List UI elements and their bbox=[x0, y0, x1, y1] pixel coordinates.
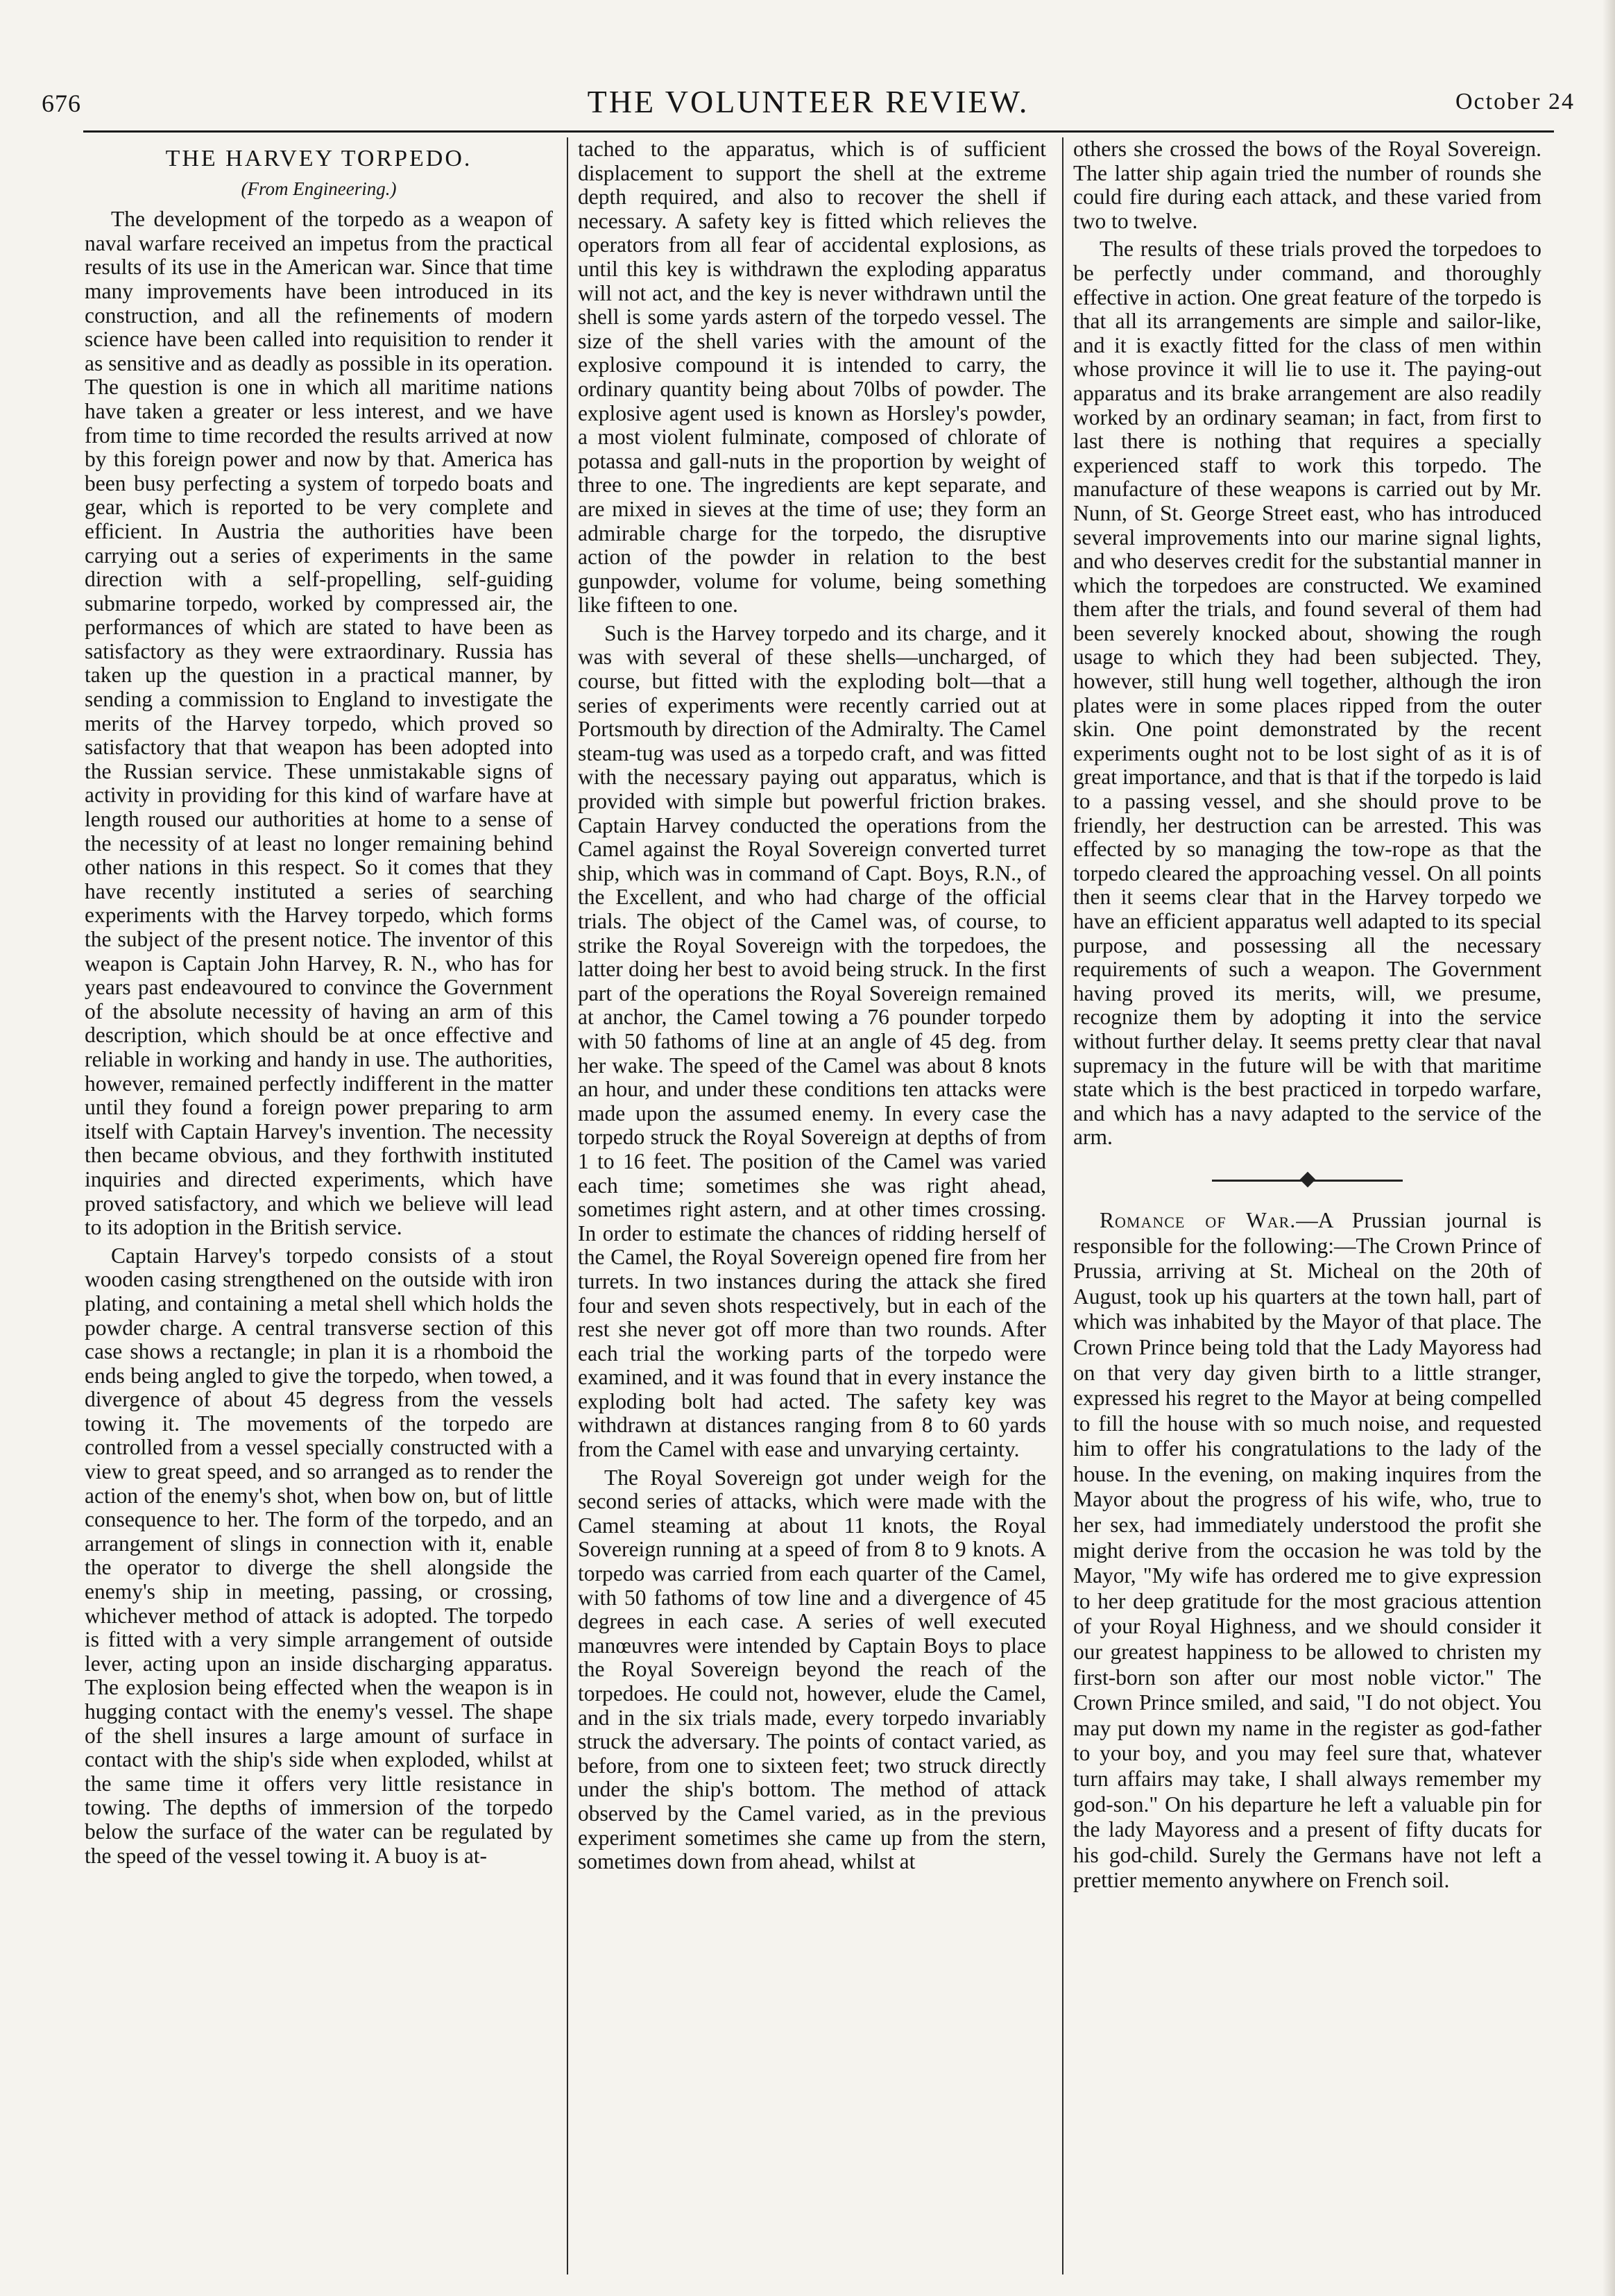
romance-heading: Romance of War. bbox=[1100, 1207, 1297, 1232]
publication-title: THE VOLUNTEER REVIEW. bbox=[587, 84, 1029, 119]
paragraph: Captain Harvey's torpedo consists of a stout wooden casing strengthened on the outside with iron plating, and containing a metal shell which holds the powder charge. A central transverse section of this case shows a rectangle; in plan it is a rhomboid the ends being angled to give the torpedo, when towed, a divergence of about 45 degress from the vessels towing it. The movements of the torpedo are controlled from a vessel specially constructed with a view to great speed, and so arranged as to render the action of the enemy's shot, when bow on, but of little consequence to her. The form of the torpedo, and an arrangement of slings in connection with it, enable the operator to diverge the shell alongside the enemy's ship in meeting, passing, or crossing, whichever method of attack is adopted. The torpedo is fitted with a very simple arrangement of outside lever, acting upon an inside discharging apparatus. The explosion being effected when the weapon is in hugging contact with the enemy's vessel. The shape of the shell insures a large amount of surface in contact with the ship's side when exploded, whilst at the same time it offers very little resistance in towing. The depths of immersion of the torpedo below the surface of the water can be regulated by the speed of the vessel towing it. A buoy is at- bbox=[85, 1243, 553, 1868]
article-title: THE HARVEY TORPEDO. bbox=[165, 146, 472, 171]
column-divider bbox=[567, 137, 568, 2274]
article-separator bbox=[1073, 1173, 1541, 1187]
separator-ornament bbox=[1299, 1172, 1315, 1188]
column-3 bbox=[1073, 137, 1541, 2268]
column-2 bbox=[578, 137, 1046, 2268]
paragraph: others she crossed the bows of the Royal Sovereign. The latter ship again tried the number of rounds she could fire during each attack, and these varied from two to twelve. bbox=[1073, 137, 1541, 233]
article-source: (From Engineering.) bbox=[241, 178, 397, 199]
paragraph: The results of these trials proved the torpedoes to be perfectly under command, and thoroughly effective in action. One great feature of the torpedo is that all its arrangements are simple and sailor-like, and it is exactly fitted for the class of men within whose province it will lie to use it. The paying-out apparatus and its brake arrangement are also readily worked by an ordinary seaman; in fact, from first to last there is nothing that requires a specially experienced staff to work this torpedo. The manufacture of these weapons is carried out by Mr. Nunn, of St. George Street east, who has introduced several improvements into our marine signal lights, and who deserves credit for the substantial manner in which the torpedoes are constructed. We examined them after the trials, and found several of them had been severely knocked about, showing the rough usage to which they had been subjected. They, however, still hung well together, although the iron plates were in some places ripped from the outer skin. One point demonstrated by the recent experiments ought not to be lost sight of as it is of great importance, and that is that if the torpedo is laid to a passing vessel, and she should prove to be friendly, her destruction can be arrested. This was effected by so managing the tow-rope as that the torpedo cleared the approaching vessel. On all points then it seems clear that in the Harvey torpedo we have an efficient apparatus well adapted to its special purpose, and possessing all the necessary requirements of such a weapon. The Government having proved its merits, will, we presume, recognize them by adopting it into the service without further delay. It seems pretty clear that naval supremacy in the future will be with that maritime state which is the best practiced in torpedo warfare, and which has a navy adapted to the service of the arm. bbox=[1073, 237, 1541, 1150]
paragraph: tached to the apparatus, which is of sufficient displacement to support the shell at the extreme depth required, and also to recover the shell if necessary. A safety key is fitted which relieves the operators from all fear of accidental explosions, as until this key is withdrawn the exploding apparatus will not act, and the key is never withdrawn until the shell is some yards astern of the torpedo vessel. The size of the shell varies with the amount of the explosive compound it is intended to carry, the ordinary quantity being about 70lbs of powder. The explosive agent used is known as Horsley's powder, a most violent fulminate, composed of chlorate of potassa and gall-nuts in the proportion by weight of three to one. The ingredients are kept separate, and are mixed in sieves at the time of use; they form an admirable charge for the torpedo, the disruptive action of the powder in relation to the best gunpowder, volume for volume, being something like fifteen to one. bbox=[578, 137, 1046, 618]
romance-text: —A Prussian journal is responsible for the following:—The Crown Prince of Prussia, arriving at St. Micheal on the 20th of August, took up his quarters at the town hall, part of which was inhabited by the Mayor of that place. The Crown Prince being told that the Lady Mayoress had on that very day given birth to a little stranger, expressed his regret to the Mayor at being compelled to fill the house with so much noise, and requested him to offer his congratulations to the lady of the house. In the evening, on making inquires from the Mayor about the progress of his wife, who, true to her sex, had immediately understood the profit she might derive from the occasion he was told by the Mayor, "My wife has ordered me to give expression to her deep gratitude for the most gracious attention of your Royal Highness, and we should consider it our greatest happiness to be allowed to christen my first-born son after our most noble victor." The Crown Prince smiled, and said, "I do not object. You may put down my name in the register as god-father to your boy, and you may feel sure that, whatever turn affairs may take, I shall always remember my god-son." On his departure he left a valuable pin for the lady Mayoress and a present of fifty ducats for his god-child. Surely the Germans have not left a prettier memento anywhere on French soil. bbox=[1073, 1207, 1541, 1893]
running-head bbox=[42, 83, 1575, 125]
column-1 bbox=[85, 137, 553, 2268]
paragraph: The Royal Sovereign got under weigh for the second series of attacks, which were made with the Camel steaming at about 11 knots, the Royal Sovereign running at a speed of from 8 to 9 knots. A torpedo was carried from each quarter of the Camel, with 50 fathoms of tow line and a divergence of 45 degrees in each case. A series of well executed manœuvres were intended by Captain Boys to place the Royal Sovereign beyond the reach of the torpedoes. He could not, however, elude the Camel, and in the six trials made, every torpedo invariably struck the adversary. The points of contact varied, as before, from one to sixteen feet; two struck directly under the ship's bottom. The method of attack observed by the Camel varied, as in the previous experiment sometimes she came up from the stern, sometimes down from ahead, whilst at bbox=[578, 1465, 1046, 1874]
column-divider bbox=[1062, 137, 1063, 2274]
page-edge bbox=[1603, 0, 1615, 2296]
issue-date: October 24 bbox=[1455, 89, 1575, 114]
paragraph: The development of the torpedo as a weapon of naval warfare received an impetus from the practical results of its use in the American war. Since that time many improvements have been introduced in its construction, and all the refinements of modern science have been called into requisition to render it as sensitive and as deadly as possible in its operation. The question is one in which all maritime nations have taken a greater or less interest, and we have from time to time recorded the results arrived at now by this foreign power and now by that. America has been busy perfecting a system of torpedo boats and gear, which is reported to be very complete and efficient. In Austria the authorities have been carrying out a series of experiments in the same direction with a self-propelling, self-guiding submarine torpedo, worked by compressed air, the performances of which are stated to have been as satisfactory as they were extraordinary. Russia has taken up the question in a practical manner, by sending a commission to England to investigate the merits of the Harvey torpedo, which proved so satisfactory that that weapon has been adopted into the Russian service. These unmistakable signs of activity in providing for this kind of warfare have at length roused our authorities at home to a sense of the necessity of at least no longer remaining behind other nations in this respect. So it comes that they have recently instituted a series of searching experiments with the Harvey torpedo, which forms the subject of the present notice. The inventor of this weapon is Captain John Harvey, R. N., who has for years past endeavoured to convince the Government of the absolute necessity of having an arm of this description, which should be at once effective and reliable in working and handy in use. The authorities, however, remained perfectly indifferent in the matter until they found a foreign power preparing to arm itself with Captain Harvey's invention. The necessity then became obvious, and they forthwith instituted inquiries and directed experiments, which have proved satisfactory, and which we believe will lead to its adoption in the British service. bbox=[85, 207, 553, 1240]
romance-paragraph bbox=[1073, 1208, 1541, 1894]
page-number: 676 bbox=[42, 90, 81, 117]
paragraph: Such is the Harvey torpedo and its charge, and it was with several of these shells—uncharged, of course, but fitted with the exploding bolt—that a series of experiments were recently carried out at Portsmouth by direction of the Admiralty. The Camel steam-tug was used as a torpedo craft, and was fitted with the necessary paying out apparatus, which is provided with simple but powerful friction brakes. Captain Harvey conducted the operations from the Camel against the Royal Sovereign converted turret ship, which was in command of Capt. Boys, R.N., of the Excellent, and who had charge of the official trials. The object of the Camel was, of course, to strike the Royal Sovereign with the torpedoes, the latter doing her best to avoid being struck. In the first part of the operations the Royal Sovereign remained at anchor, the Camel towing a 76 pounder torpedo with 50 fathoms of line at an angle of 45 deg. from her wake. The speed of the Camel was about 8 knots an hour, and under these conditions ten attacks were made upon the assumed enemy. In every case the torpedo struck the Royal Sovereign at depths of from 1 to 16 feet. The position of the Camel was varied each time; sometimes she was right ahead, sometimes right astern, and at other times crossing. In order to estimate the chances of ridding herself of the Camel, the Royal Sovereign opened fire from her turrets. In two instances during the attack she fired four and seven shots respectively, but in each of the rest she never got off more than two rounds. After each trial the working parts of the torpedo were examined, and it was found that in every instance the exploding bolt had acted. The safety key was withdrawn at distances ranging from 8 to 60 yards from the Camel with ease and unvarying certainty. bbox=[578, 620, 1046, 1462]
header-rule bbox=[83, 130, 1554, 133]
